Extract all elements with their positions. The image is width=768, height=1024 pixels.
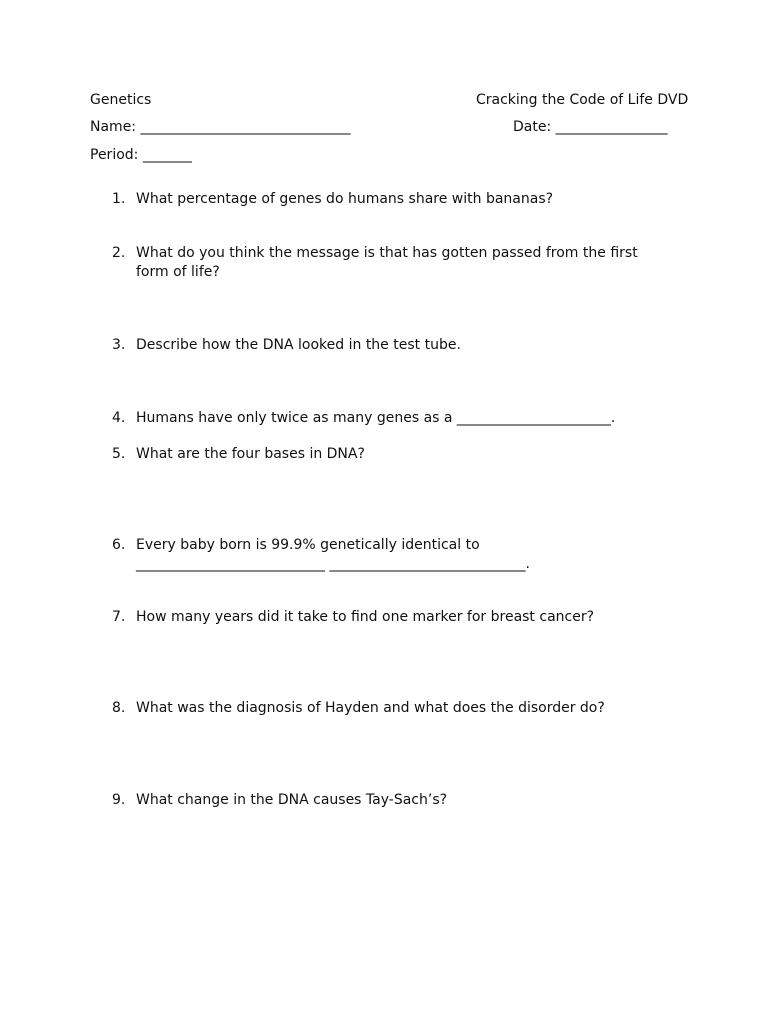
- period-field: Period: _______: [90, 147, 192, 163]
- question-text: How many years did it take to find one marker for breast cancer?: [136, 609, 595, 625]
- question-4: [112, 409, 672, 428]
- question-2: [112, 244, 672, 282]
- question-text: Every baby born is 99.9% genetically identical to ___________________________ ____________________________.: [136, 537, 530, 572]
- question-number: 7.: [112, 609, 126, 625]
- subject-label: Genetics: [90, 92, 152, 108]
- question-text: Humans have only twice as many genes as a ______________________.: [136, 410, 616, 426]
- question-9: [112, 791, 672, 810]
- name-field: Name: ______________________________: [90, 119, 351, 135]
- question-7: [112, 608, 672, 627]
- question-text: What do you think the message is that has gotten passed from the first form of life?: [136, 245, 638, 280]
- question-number: 1.: [112, 191, 126, 207]
- date-field: Date: ________________: [513, 119, 668, 135]
- question-text: What change in the DNA causes Tay-Sach’s?: [136, 792, 448, 808]
- question-text: Describe how the DNA looked in the test tube.: [136, 337, 461, 353]
- question-number: 3.: [112, 337, 126, 353]
- question-number: 4.: [112, 410, 126, 426]
- question-number: 2.: [112, 245, 126, 261]
- question-5: [112, 445, 672, 464]
- question-number: 8.: [112, 700, 126, 716]
- question-text: What was the diagnosis of Hayden and what does the disorder do?: [136, 700, 605, 716]
- worksheet-title: Cracking the Code of Life DVD: [476, 92, 689, 108]
- question-number: 5.: [112, 446, 126, 462]
- question-6: [112, 536, 672, 574]
- question-text: What are the four bases in DNA?: [136, 446, 365, 462]
- question-text: What percentage of genes do humans share with bananas?: [136, 191, 554, 207]
- question-1: [112, 190, 672, 209]
- question-3: [112, 336, 672, 355]
- question-number: 6.: [112, 537, 126, 553]
- question-8: [112, 699, 672, 718]
- question-number: 9.: [112, 792, 126, 808]
